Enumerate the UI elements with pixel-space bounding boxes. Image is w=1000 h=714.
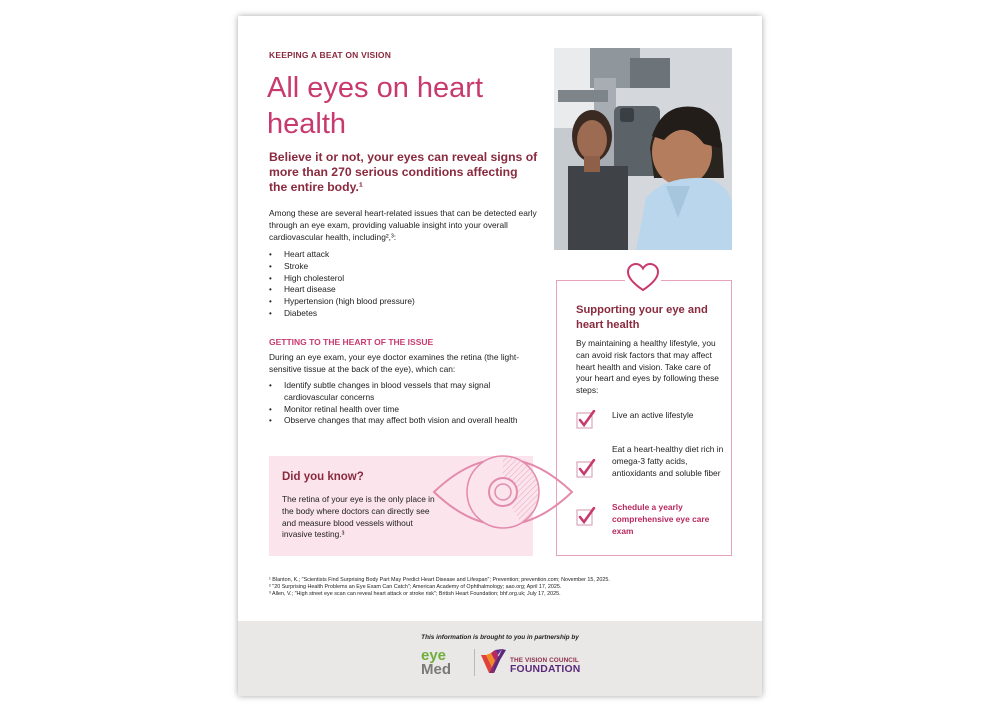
list-item: • Heart disease [269,284,529,296]
checkbox-checked-icon [576,410,596,430]
eye-outline-icon [428,440,578,550]
page-title: All eyes on heart health [267,72,484,140]
intro-paragraph: Among these are several heart-related issues that can be detected early through an eye exam, providing valuable insight into your overall cardiovascular health, including²,³: [269,208,537,242]
checkbox-checked-icon [576,507,596,527]
list-item: • Hypertension (high blood pressure) [269,296,529,308]
eyemed-logo [419,647,469,677]
checkbox-checked-icon [576,459,596,479]
step-item-heart-healthy-diet [576,444,726,494]
heart-icon [625,262,661,294]
list-item: • High cholesterol [269,273,529,285]
eye-exam-photo [554,48,732,250]
svg-text:Med: Med [421,661,451,677]
list-item: • Observe changes that may affect both vision and overall health [269,415,529,427]
did-you-know-paragraph: The retina of your eye is the only place in the body where doctors can directly see and measure blood vessels without invasive testing.³ [282,494,435,540]
list-item: • Monitor retinal health over time [269,404,529,416]
conditions-list [269,249,529,320]
eye-exam-illustration [554,48,732,250]
footnote: ³ Allen, V.; "High street eye scan can reveal heart attack or stroke risk"; British Heart Foundation; bhf.org.uk; July 17, 2025. [269,591,561,597]
support-paragraph: By maintaining a healthy lifestyle, you can avoid risk factors that may affect heart health and vision. Take care of your heart and eyes by following these steps: [576,338,719,396]
list-item: • Identify subtle changes in blood vessels that may signal cardiovascular concerns [269,380,529,404]
section-subhead: GETTING TO THE HEART OF THE ISSUE [269,337,434,347]
list-item: • Stroke [269,261,529,273]
exam-points-list [269,380,529,427]
eyebrow-label: KEEPING A BEAT ON VISION [269,50,392,60]
partner-line: This information is brought to you in partnership by [421,634,579,641]
list-item: • Heart attack [269,249,529,261]
document-page [238,16,762,696]
footnotes [269,577,739,598]
vision-council-name: THE VISION COUNCIL [510,657,579,664]
step-item-yearly-exam [576,502,726,540]
step-label: Eat a heart-healthy diet rich in omega-3 fatty acids, antioxidants and soluble fiber [612,444,724,478]
step-label: Live an active lifestyle [612,410,694,420]
step-item-active-lifestyle [576,410,726,436]
lede-paragraph: Believe it or not, your eyes can reveal signs of more than 270 serious conditions affecting the entire body.¹ [269,150,538,194]
svg-text:eye: eye [421,647,447,664]
list-item: • Diabetes [269,308,529,320]
logo-divider [474,649,475,676]
support-title: Supporting your eye and heart health [576,304,708,331]
footnote: ² "20 Surprising Health Problems an Eye Exam Can Catch"; American Academy of Ophthalmology; aao.org; April 17, 2025. [269,584,562,590]
exam-paragraph: During an eye exam, your eye doctor examines the retina (the light-sensitive tissue at the back of the eye), which can: [269,352,519,374]
step-label: Schedule a yearly comprehensive eye care exam [612,502,710,536]
vision-council-foundation: FOUNDATION [510,664,581,675]
footnote: ¹ Blanton, K.; "Scientists Find Surprising Body Part May Predict Heart Disease and Lifespan"; Prevention; prevention.com; November 15, 2025. [269,577,610,583]
did-you-know-title: Did you know? [282,471,364,483]
